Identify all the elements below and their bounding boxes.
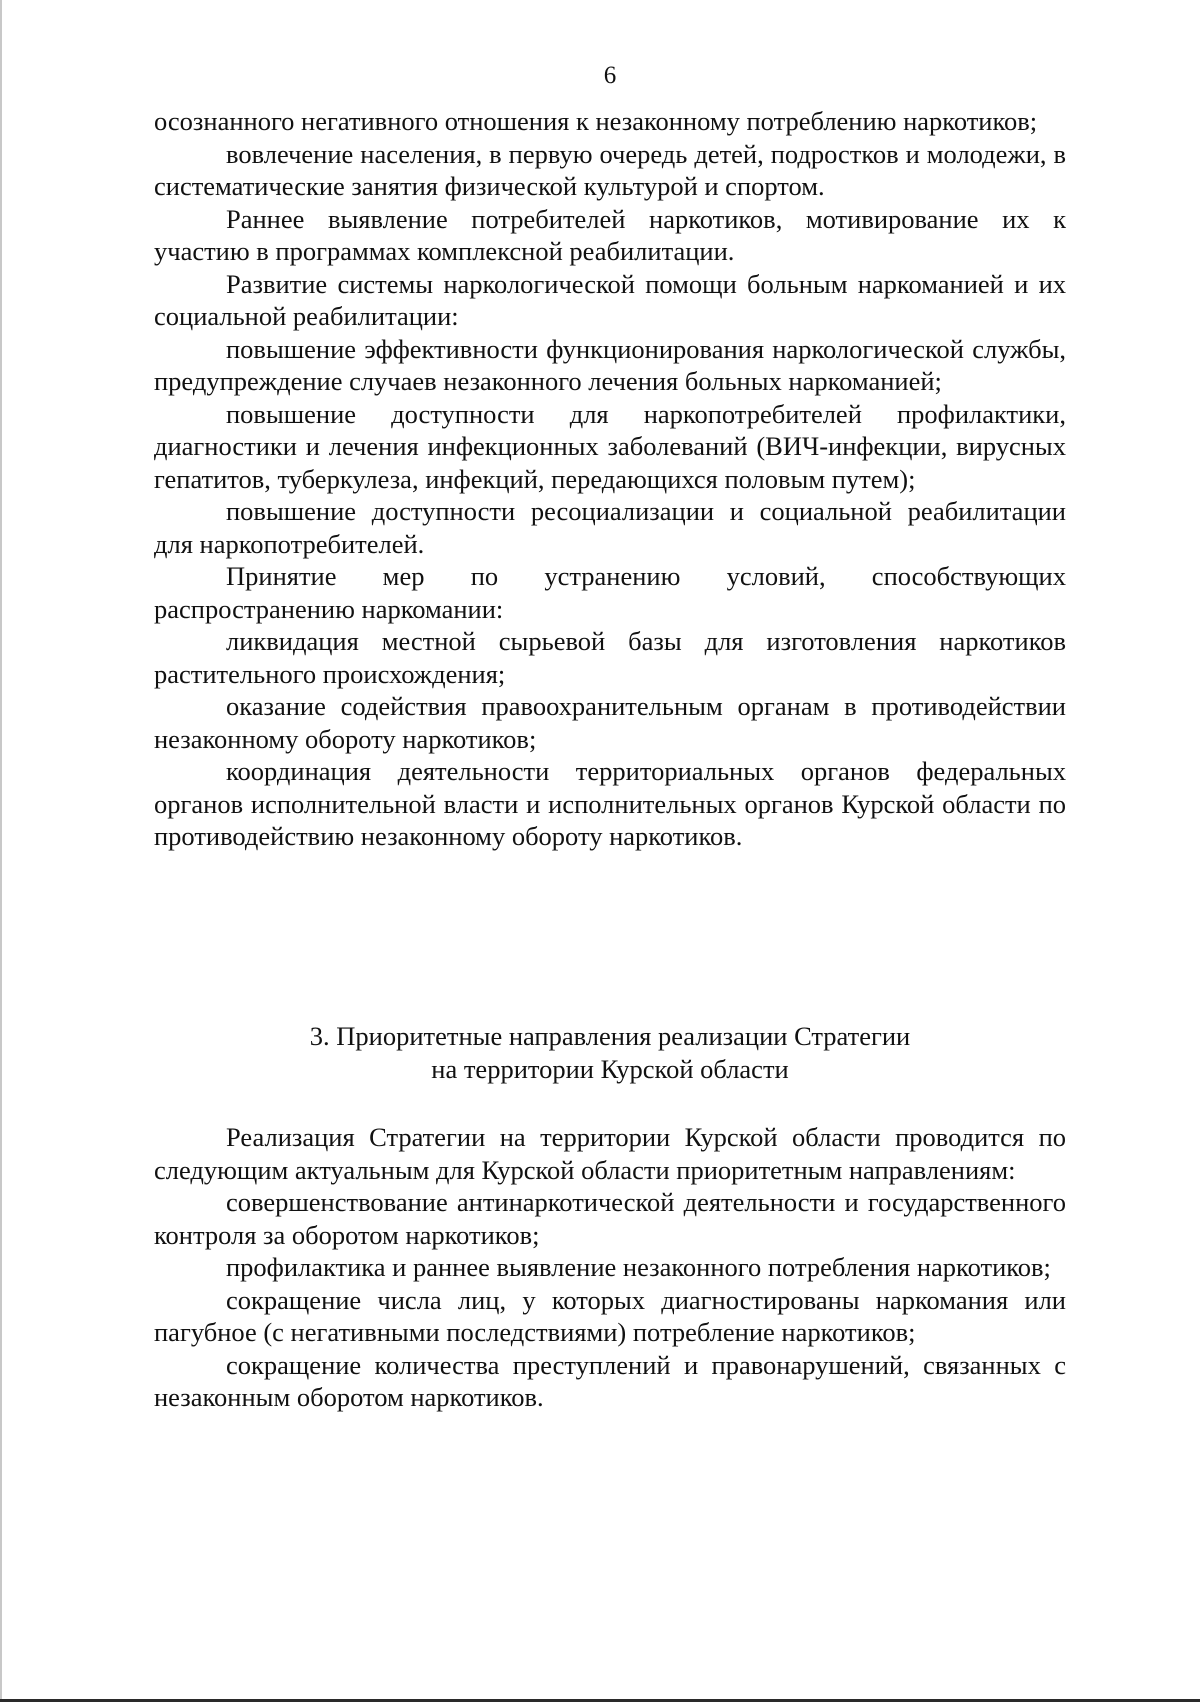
paragraph: совершенствование антинаркотической деятельности и государственного контроля за оборотом наркотиков; [154, 1187, 1066, 1250]
page-number: 6 [603, 62, 617, 89]
top-text-block [154, 105, 1066, 853]
paragraph: Развитие системы наркологической помощи больным наркоманией и их социальной реабилитации: [154, 268, 1066, 331]
paragraph: повышение доступности для наркопотребителей профилактики, диагностики и лечения инфекционных заболеваний (ВИЧ-инфекции, вирусных гепатитов, туберкулеза, инфекций, передающихся половым путем); [154, 398, 1066, 494]
paragraph: профилактика и раннее выявление незаконного потребления наркотиков; [226, 1252, 1051, 1282]
paragraph: Принятие мер по устранению условий, способствующих распространению наркомании: [154, 561, 1066, 624]
paragraph: сокращение числа лиц, у которых диагностированы наркомания или пагубное (с негативными последствиями) потребление наркотиков; [154, 1284, 1066, 1347]
paragraph: вовлечение населения, в первую очередь детей, подростков и молодежи, в систематические занятия физической культурой и спортом. [154, 138, 1066, 201]
section-heading-line-1: 3. Приоритетные направления реализации Стратегии [309, 1021, 911, 1051]
section-heading [154, 1020, 1066, 1085]
bottom-text-block [154, 1121, 1066, 1414]
section-heading-line-2: на территории Курской области [431, 1053, 789, 1084]
paragraph: сокращение количества преступлений и правонарушений, связанных с незаконным оборотом наркотиков. [154, 1349, 1066, 1412]
scan-edge-left [0, 0, 2, 1702]
paragraph: Реализация Стратегии на территории Курской области проводится по следующим актуальным для Курской области приоритетным направлениям: [154, 1122, 1066, 1185]
paragraph: оказание содействия правоохранительным органам в противодействии незаконному обороту наркотиков; [154, 691, 1066, 754]
paragraph: повышение доступности ресоциализации и социальной реабилитации для наркопотребителей. [154, 496, 1066, 559]
paragraph: Раннее выявление потребителей наркотиков, мотивирование их к участию в программах комплексной реабилитации. [154, 203, 1066, 266]
paragraph: координация деятельности территориальных органов федеральных органов исполнительной власти и исполнительных органов Курской области по противодействию незаконному обороту наркотиков. [154, 756, 1066, 851]
paragraph: осознанного негативного отношения к незаконному потреблению наркотиков; [154, 106, 1038, 136]
paragraph: ликвидация местной сырьевой базы для изготовления наркотиков растительного происхождения; [154, 626, 1066, 689]
paragraph: повышение эффективности функционирования наркологической службы, предупреждение случаев незаконного лечения больных наркоманией; [154, 333, 1066, 396]
